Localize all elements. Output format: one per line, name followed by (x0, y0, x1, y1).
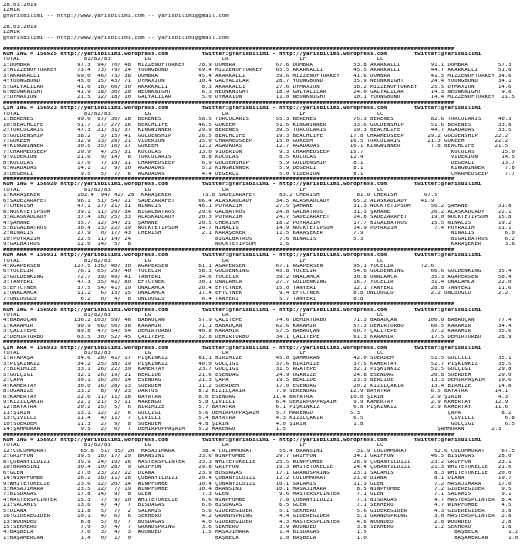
result-row: 7:DYMAXION 21.5 12/ 18/ 10 GALYALILAR 5.0 DYMAXION 11.0 NEONKNIGHT 10.1 YOUNGBOND 14.4 MIZZENOFTURKEY 21.5 (3, 95, 515, 101)
result-row: 5:GOLDENSHIP 38.2 3/ 15/ 41 GOLDENSHIP 26.5 BEACHLIFE 19.3 BEACHLIFE 17.8 CHARMEDSEEP 29.2 GOLDENSHIP 22.2 (3, 133, 509, 139)
result-row: 3:DEGERLI 9.5 5/ 7/ 6 AGADADAS 4.4 DEGERLI 5.0 VIDERION 8.1 CHARMEDSEEP 7.7 (3, 171, 515, 177)
section-title: ÇİM ARA = 156933 http://yarisbilimi.wordpress.com twitter:@YarisBilimi - http://yarisbilimi.wordpress.com twitter:@YarisBilimi (3, 345, 482, 351)
result-row: 4:ŞAHANE 35.7 12/ 34/ 21 ŞAHANE 20.5 CHERISH 18.2 POYRAZ1M 17.7 BIGALBATROS 15.5 NINALIS 19.2 (3, 220, 512, 226)
result-row: 9:GALBATROS 12.0 14/ 5/ 8 NOCKTETIPSUM 1.6 KARAŞEKER 3.6 (3, 242, 515, 248)
result-row: 3:AKARKALLI 69.0 46/ 73/ 38 DOMBRA 45.4 AKARKALLI 39.6 MIZZENOFTURKEY 41.6 DOMBRA 41.5 MIZZENOFTURKEY 34.6 (3, 73, 512, 79)
result-row: 2:TORCULARIS 47.3 21/ 31/ 37 KINGWINNER 29.9 BERENES 39.5 TORCULARIS 19.3 BEACHLIFE 44.7 AGADADAS 33.5 (3, 128, 512, 134)
result-row: 4:MASTERSPLINTER 15.3 7/ 9/ 10 WHITETOKELIE 6.6 WINPFOMBE 7.8 ÇOBANYILDIZI 7.1 BISDAGAS 4.7 MASTERSPLINTER 8.4 (3, 497, 512, 503)
result-row: 3:TANYERI 47.3 35/ 41/ 80 EFTCTNEK 30.1 UNALAMCA 27.7 GOLDENKING 16.7 YUCELIR 31.4 UNALAMCA 22.0 (3, 280, 512, 286)
result-row: 5:BIGALBATROS 30.4 13/ 22/ 19 NOCKTETIPSUM 14.7 NINALIS 14.9 NOCKTETIPSUM 14.9 POYRAZ1M 7.4 POYRAZ1M 11.1 (3, 225, 512, 231)
result-row: 7:CHARMEDSEEP 29.9 4/ 25/ 31 KOCULAS 13.0 VIDERION 9.3 CHARMEDSEEP 15.7 KOCULAS 15.0 (3, 149, 515, 155)
result-row: 2:DEMIRTURBO 63.5 30/ 52/ 45 ÇALITEPE 32.8 DEMIRTURBO 34.1 ÇALITEPE 61.3 KARAMIR 17.5 DEMIRTURBO 28.9 (3, 334, 512, 340)
result-row: 1:DOMBRA 97.3 94/ 70/ 48 MIZZENOFTURKEY 78.9 DOMBRA 67.6 DOMBRA 53.8 AKARKALLI 91.1 DOMBRA 57.3 (3, 62, 512, 68)
section-rule: ###################################################################################################################################### (3, 247, 455, 253)
result-row: TOTAL 81/82/83 LG LR LF LC (3, 351, 384, 356)
header-line: İZMİR (3, 8, 20, 14)
result-row: TOTAL 81/82/83 LG LR LF LC (3, 111, 384, 117)
result-row: 6:GLEN 27.0 23/ 22/ 22 DIANA 23.9 BUSDAGAS 17.1 GRANDSPRING 23.1 SALAMIS 8.3 WHITETOKELIE 20.0 (3, 470, 512, 476)
result-row: 5:GULÇIĞI 32.1 26/ 19/ 21 BERLIDE 21.6 ESENDAĞ 24.9 UGAN1ZE 24.8 ESENDAĞ 20.8 SUERDEM 29.0 (3, 372, 512, 378)
result-row: 14:WINPFOMBE 26.2 18/ 11/ 18 ÇOBANYILDIZI 20.4 ÇOBANYILDIZI 12.2 COLUMMURAT 21.0 DIANA 8.1 DIANA 19.7 (3, 476, 512, 482)
result-row: 6:KAMERTAY 22.6 11/ 11/ 18 BAYATRA 8.0 ESENDAĞ 11.4 BAYATRA 10.8 ŞIRIN 2.9 ŞIRIN 4.3 (3, 394, 509, 400)
header-line: İZMİR (3, 30, 20, 36)
result-row: 1:UNALAMCA 11.2 6/ 13/ 15 UNALAMCA 17.4 EFTCTNEK 9.4 EFTCTNEK 8.8 UNLUOGLU 2.2 UNLUOGLU 2.2 (3, 291, 509, 297)
result-row: 1:KARAMIR 90.9 66/ 50/ 38 KARAMIR 71.1 BABAUÇAN 62.6 KARAMIR 57.3 DEMIRTURBO 60.5 KARAMIR 34.4 (3, 323, 512, 329)
result-row: 4:KINGWINNER 30.5 35/ 10/ 17 GOKEEM 12.2 AGADADAS 12.7 AGADADAS 16.1 KINGWINNER 7.8 BEACHLIFE 21.5 (3, 144, 509, 150)
result-row: 3:ALASKADLADY 37.4 18/ 25/ 33 ALASKADLADY 20.3 POYRAZ1M 24.7 SADEZARAFET 14.8 SADEZARAFET 19.0 NOCKTETIPSUM 15.8 (3, 215, 512, 221)
result-row: 15:SEKHERO 7.9 3/ 4/ 7 GRANDSPRING 3.6 SEKHERO 3.9 WOUNDED 3.8 SEKHERO 1.2 SEKHERO 1.8 (3, 525, 512, 530)
result-row: TOTAL 81/82/83 LG LR LF LC (3, 443, 384, 449)
result-row: 6:SADEZARAFET 96.1 51/ 54/ 21 SADEZARAFET 66.4 ALASKADLADY 34.5 ALASKADLADY 65.2 ALASKADLADY 41.9 (3, 198, 435, 204)
result-row: 10:BRANSINI 30.4 10/ 28/ 9 GRIFFON 29.8 GRIFFON 19.3 WHITETOKELIE 24.4 ÇOBANYILDIZI 21.3 WHITETOKELIE 21.6 (3, 465, 512, 471)
result-row: 8:NOCKTETIPSUM 39.1 11/ 29/ 34 BIGALBATROS 29.6 GALBATROS 24.8 GALBATROS 31.3 ŞAHANE 26.2 ALASKADLADY 22.1 (3, 209, 512, 215)
result-row: 8:UGANIZE 23.2 8/ 9/ 23 DARTUS 8.2 KIZILÇAKIR 7.9 SERENDAĞ 12.9 BAYATRA 6.5 BAYATRA 14.1 (3, 389, 509, 395)
result-row: 12:BAYATRA 20.2 15/ 5/ 6 BIRIMIZE 5.7 BAYATRA 6.1 PIŞKINKIZ 6.8 PIŞKINKIZ 2.9 KAMERTAY 11.6 (3, 405, 509, 411)
header-line: @YarisBilimi -- http://www.yarisbilimi.com -- yarisbilimi@gmail.com (3, 35, 229, 41)
result-row: 16:GIDEREGIDER 10.1 4/ 6/ 6 SEKHERO 4.2 GRANDSPRING 4.4 GIDEREGIDER 5.1 GRANDSPRING 3.0 MASTERSPLINTER 2.8 (3, 514, 512, 520)
result-row: 10:SUERDEM 11.3 2/ 9/ 8 SUERDEM 4.8 ŞIRIN 4.0 ŞIRIN 1.8 GULÇIĞI 6.5 (3, 421, 515, 427)
result-row: 11:SALAMIS 13.6 4/ 4/ 7 BISDAGAS 6.6 BISDAGAS 6.5 GLEN 7.1 SEKHERO 4.7 WINPFOMBE 4.5 (3, 503, 512, 509)
result-row: 3:MASAJIMARA 23.5 12/ 7/ 19 WINPFOMBE 10.4 BRANSINI 10.1 MASAJIMARA 8.5 WINPFOMBE 7.2 GIDEREGIDER 9.5 (3, 486, 512, 492)
result-row: 7:CHERISH 47.1 27/ 21/ 31 NINALIS 46.1 POYRAZ1M 27.5 ŞAHANE 31.3 NOCKTETIPSUM 56.2 ŞAHANE 31.8 (3, 204, 512, 210)
section-rule: ###################################################################################################################################### (3, 340, 455, 346)
section-title: KUM ING = 156925 http://yarisbilimi.wordpress.com twitter:@YarisBilimi - http://yarisbilimi.wordpress.com twitter:@YarisBilimi (3, 51, 482, 57)
result-row: 1:BERENES 99.0 87/ 30/ 18 BERENES 58.5 TORCULARIS 55.3 BERENES 75.3 BERENES 82.6 TORCULARIS 40.3 (3, 117, 512, 123)
result-row: 1:ATAPAŞA 34.6 28/ 41/ 17 PIŞKINKIZ 81.1 BIRIMIZE 45.0 ŞAHMURAN 42.0 SUERDEM 51.5 GULCILI 35.1 (3, 356, 512, 362)
result-row: 7:BIRIMIZE 33.1 26/ 22/ 39 KAMERTAY 23.7 GULÇIĞI 31.5 AGATEPE 32.1 PIŞKINKIZ 51.5 GULÇIĞI 29.8 (3, 367, 512, 373)
result-row: 6:NEONKNIGHT 41.9 18/ 30/ 20 NEONKNIGHT 6.3 NEONKNIGHT 18.9 GALYALILAR 24.0 GALYALILAR 14.3 NEONKNIGHT 9.8 (3, 90, 512, 95)
result-row: 4:BAŞBELA 7.0 3/ 4/ 3 WOUNDED 1.5 MASAJIMARA 1.4 BISDAGAS 1.5 BAŞBELA 1.2 (3, 530, 519, 536)
result-row: 10:BEACHLIFE 51.7 27/ 27/ 16 BEACHLIFE 46.5 GOKEEM 51.6 KINGWINNER 33.6 GOLDENSHIP 51.6 BERENES 33.8 (3, 122, 512, 128)
result-row: 9:WHITETOKELIE 23.6 12/ 20/ 14 WINPFOMBE 10.4 ÇOBANYILDIZI 10.1 SALAMIS 11.3 GLEN 7.2 MASAJIMARA 17.0 (3, 481, 512, 487)
result-row: 2:GRIFFON 39.5 18/ 17/ 29 BRANSINI 33.6 WINPFOMBE 29.7 GRIFFON 34.1 GRIFFON 46.5 BISDAGAS 28.0 (3, 454, 512, 460)
result-row: 13:WOUNDED 8.8 5/ 0/ 7 BUSDAGAS 4.0 GIDEREGIDER 4.3 MASTERSPLINTER 4.6 WOUNDED 2.8 WOUNDED 2.8 (3, 519, 512, 525)
section-title: KUM ING = 156927 http://yarisbilimi.wordpress.com twitter:@YarisBilimi - http://yarisbilimi.wordpress.com twitter:@YarisBilimi (3, 438, 482, 443)
result-row: 1:KARAŞEKER 102.4 94/ 42/ 28 KARAŞEKER 73.8 SADEZARAFET 83.2 CHERISH 81.0 CHERISH 67.5 (3, 193, 438, 199)
section-title: KUM ING = 156920 http://yarisbilimi.wordpress.com twitter:@YarisBilimi - http://yarisbilimi.wordpress.com twitter:@YarisBilimi (3, 182, 482, 188)
result-row: 11:ŞIRIN 13.1 12/ 2/ 6 GULÇIĞI 5.6 DEMIRPOPPAŞAIM 5.7 MARENGO 5.3 ÇAPA 8.2 (3, 410, 512, 416)
section-rule: ###################################################################################################################################### (3, 432, 455, 438)
result-row: 14:ŞAHMURAN 9.5 2/ 0/ 7 DEMIRPOPPAŞAIM 5.2 MARENGO 1.5 ŞAHMURAN 2.3 (3, 427, 502, 433)
section-title: ÇİM ING = 156923 http://yarisbilimi.wordpress.com twitter:@YarisBilimi - http://yarisbilimi.wordpress.com twitter:@YarisBilimi (3, 106, 482, 112)
result-row: TOTAL 81/82/83 LG LR LF LC (3, 312, 384, 318)
result-row: 6:YUCELIR 76.1 65/ 29/ 40 YUCELIR 58.3 GOLDENKING 45.8 YUCELIR 54.6 GOLDENKING 66.6 GOLDENKING 35.4 (3, 269, 512, 275)
result-row: 4:YOUNGBOND 45.0 15/ 43/ 71 DYMAXION 10.4 GALYALILAR 28.7 YOUNGBOND 35.9 NEONKNIGHT 24.4 YOUNGBOND 34.1 (3, 79, 512, 85)
result-row: 2:NINALIS 27.9 0/ 17/ 43 CHERISH 2.1 KARAŞEKER 11.5 KARAŞEKER 7.9 NINALIS 6.0 (3, 231, 515, 237)
header-line: 28.03.2019 (3, 24, 37, 30)
result-row: 9:KIZILÇAKIR 22.1 21/ 5/ 11 MARENGO 5.8 ÇIVILLI 6.4 DEMIRPOPPAŞAIM 9.9 KAMERTAY 2.9 KAMERTAY 12.9 (3, 399, 509, 405)
result-row: 4:AGAPERSEN 127.5 136/ 40/ 30 AGAPERSEN 61.1 AGAPERSEN 67.1 AGAPERSEN 95.1 YUCELIR 72.6 (3, 264, 435, 269)
header-line: @YarisBilimi -- http://www.yarisbilimi.com -- yarisbilimi@gmail.com (3, 13, 229, 19)
section-rule: ###################################################################################################################################### (3, 302, 455, 308)
result-row: 12:COLUMMURAT 65.8 51/ 35/ 20 MASAJIMARA 38.4 COLUMMURAT 55.4 BRANSINI 31.9 COLUMMURAT 52.6 COLUMMURAT 67.5 (3, 448, 515, 454)
result-row: 10:POYRAZ1M 22.5 11/ 14/ 24 BIGALBATROS 7.6 NINALIS 5.3 BIGALBATROS 6.2 (3, 236, 515, 242)
section-rule: ###################################################################################################################################### (3, 100, 455, 106)
result-row: 1:BAŞAMERCAN 1.4 0/ 1/ 0 BAŞBELA 1.0 BAŞBELA 1.0 BAŞAMERCAN 1.0 (3, 535, 519, 541)
result-row: 2:GOLDENKING 72.7 39/ 49/ 41 TANYERI 34.6 YUCELIR 39.2 UNALAMCA 30.8 UNALAMCA 35.3 AGAPERSEN 58.4 (3, 274, 512, 280)
result-row: 5:GALYALILAR 41.6 18/ 60/ 30 AKARKALLI 8.3 AKARKALLI 27.6 DYMAXION 38.2 MIZZENOFTURKEY 25.5 DYMAXION 14.6 (3, 84, 512, 90)
result-row: 2:ÇAPA 30.1 16/ 20/ 14 ESENDAĞ 21.3 ÇAPA 19.5 BERLIDE 23.3 BERLIDE 13.3 DEMIRPAŞAIM 19.6 (3, 378, 512, 384)
result-row: TOTAL 81/82/83 LG LR LF LC (3, 258, 384, 264)
result-row: 6:AGADADAS 14.1 1/ 9/ 10 AGADADAS 5.2 KINGWINNER 5.9 DEGERLI 8.1 KINGWINNER 7.8 (3, 166, 515, 172)
result-row: 5:DIANA 11.8 5/ 7/ 2 SALAMIS 5.6 GIDEREGIDER 5.1 SEKHERO 5.6 GIDEREGIDER 4.3 GIDEREGIDER 3.8 (3, 508, 512, 514)
result-row: 4:KAMERTAY 30.0 16/ 28/ 13 SUERDEM 11.2 SUERDEM 17.0 ESENDAĞ 20.2 KIZILÇAKIR 13.4 BIRMIZE 14.8 (3, 383, 512, 389)
section-rule: ###################################################################################################################################### (3, 46, 455, 52)
header-line: 28.03.2019 (3, 3, 37, 8)
section-rule: ###################################################################################################################################### (3, 177, 455, 182)
result-row: 3:ÇALITEPE 89.8 47/ 54/ 54 DEMIRTURBO 40.8 KARAMIR 57.5 BABAUÇAN 60.7 ÇALITEPE 37.2 KARAMIR 35.6 (3, 329, 512, 335)
result-row: 8:KOCULAS 17.6 7/ 19/ 11 CHARMEDSEEP 6.9 GOLDENSHIP 5.9 GOLDENSHIP 8.1 DEGERLI 13.7 (3, 160, 515, 166)
result-row: TOTAL 81/82/83 LG LR LF LC (3, 187, 384, 193)
result-row: 8:ÇOBANYILDIZI 35.9 24/ 19/ 16 MASTERSPLINTER 33.3 WHITETOKELIE 25.5 WINPFOMBE 28.9 ÇOBANYILDIZI 23.2 GRIFFON 23.1 (3, 459, 512, 465)
result-row: 9:VIDERION 21.6 9/ 14/ 8 TORCULARIS 8.8 KOCULAS 8.5 KOCULAS 12.4 VIDERION 14.5 (3, 155, 515, 161)
result-row: 7:GOKEEM 32.9 13/ 28/ 21 VIDERION 15.0 CHARMEDSEEP 15.0 GOKEEM 16.5 TORCULARIS 21.3 GOKEEM 22.2 (3, 138, 509, 144)
result-row: 7:BISDAGAS 17.8 14/ 9/ 8 GLEN 7.3 GLEN 9.6 MASTERSPLINTER 7.1 GLEN 7.1 SALAMIS 9.1 (3, 492, 512, 498)
result-row: 7:UNLUOGLU 6.2 0/ 4/ 8 UNLUOGLU 6.4 TANYERI 5.7 TANYERI 8.8 (3, 296, 364, 302)
section-title: KUM ARA = 156931 http://yarisbilimi.wordpress.com twitter:@YarisBilimi - http://yarisbilimi.wordpress.com twitter:@YarisBilimi (3, 253, 482, 259)
result-row: 13:ÇIVILLI 11.4 4/ 11/ 7 ÇIVILLI 5.4 BAYATRA 4.3 KIZILÇAKIR 6.5 ÇIVILLI 6.8 (3, 416, 515, 422)
result-row: 5:EFTCTNEK 37.5 54/ 41/ 19 UNALAMCA 20.4 EFTCTNEK 15.0 TANYERI 12.1 TANYERI 28.8 TANYERI 11.6 (3, 285, 512, 291)
result-row: 2:MIZZENOFTURKEY 73.4 73/ 79/ 24 YOUNGBOND 69.4 MIZZENOFTURKEY 65.5 AKARKALLI 45.5 AKARKALLI 44.7 AKARKALLI 51.8 (3, 68, 512, 74)
result-row: TOTAL 81/82/83 LG LR LF LC (3, 57, 384, 63)
section-title: KUM ING = 156928 http://yarisbilimi.wordpress.com twitter:@YarisBilimi - http://yarisbilimi.wordpress.com twitter:@YarisBilimi (3, 307, 482, 313)
result-row: 3:PIŞKINKIZ 34.2 25/ 38/ 19 PIŞKINKIZ 40.0 GULÇIĞI 37.6 BIRIMIZE 37.5 KAMERTAY 52.7 PIŞKINKIZ 35.5 (3, 361, 512, 367)
result-row: 4:BABAUÇAN 136.2 103/ 59/ 46 BABAUÇAN 57.9 ÇALITEPE 74.6 DEMIRTURBO 71.3 BABAUÇAN 100.0 BABAUÇAN 77.4 (3, 318, 512, 324)
